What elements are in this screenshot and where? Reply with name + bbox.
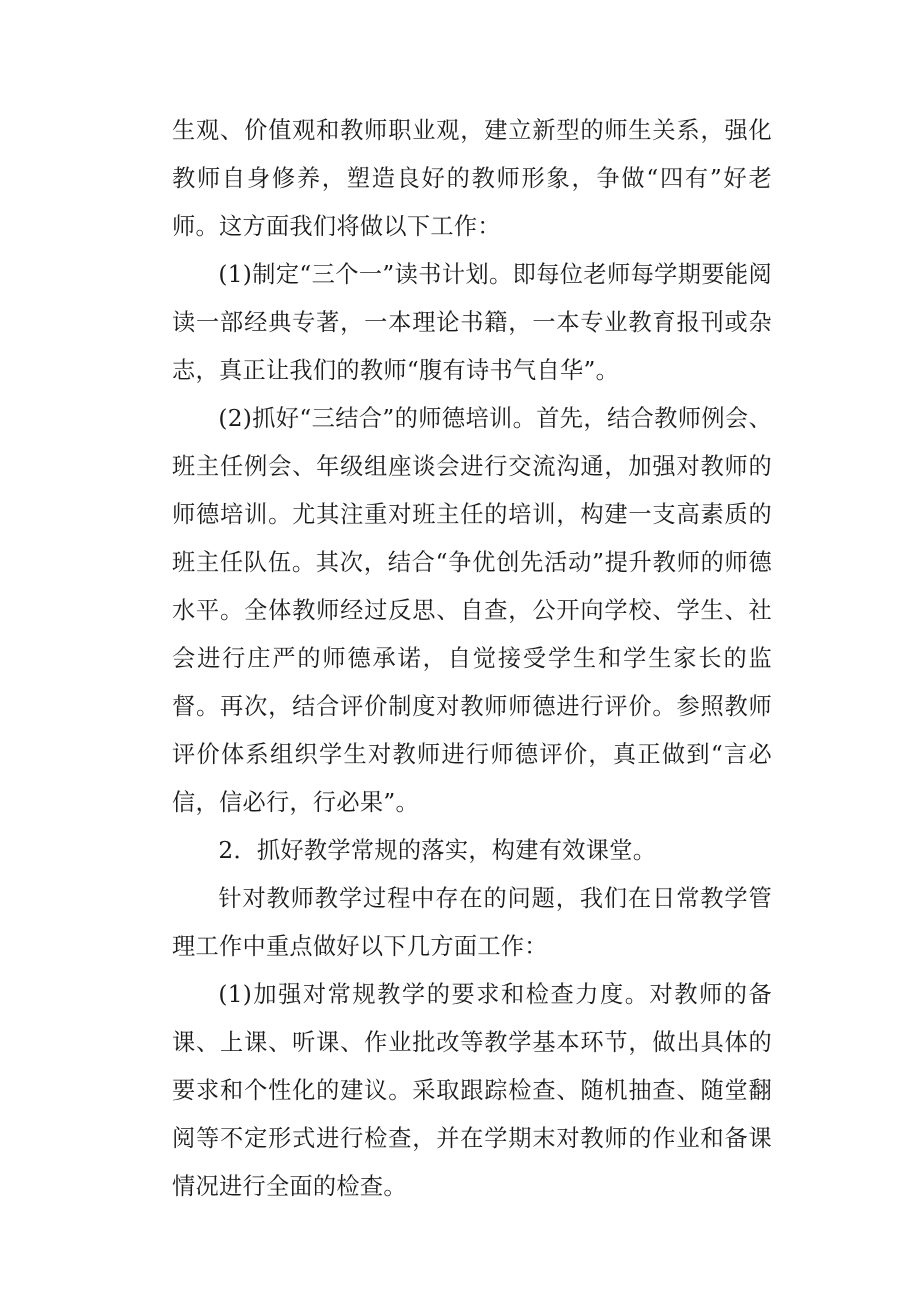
document-body <box>172 107 772 1211</box>
paragraph-teaching-problems: 针对教师教学过程中存在的问题，我们在日常教学管理工作中重点做好以下几方面工作： <box>172 885 772 960</box>
paragraph-ethics-training: (2)抓好“三结合”的师德培训。首先，结合教师例会、班主任例会、年级组座谈会进行交流沟通，加强对教师的师德培训。尤其注重对班主任的培训，构建一支高素质的班主任队伍。其次，结合“争优创先活动”提升教师的师德水平。全体教师经过反思、自查，公开向学校、学生、社会进行庄严的师德承诺，自觉接受学生和学生家长的监督。再次，结合评价制度对教师师德进行评价。参照教师评价体系组织学生对教师进行师德评价，真正做到“言必信，信必行，行必果”。 <box>172 405 772 816</box>
paragraph-continuation: 生观、价值观和教师职业观，建立新型的师生关系，强化教师自身修养，塑造良好的教师形象，争做“四有”好老师。这方面我们将做以下工作： <box>172 117 772 240</box>
paragraph-reading-plan: (1)制定“三个一”读书计划。即每位老师每学期要能阅读一部经典专著，一本理论书籍，一本专业教育报刊或杂志，真正让我们的教师“腹有诗书气自华”。 <box>172 261 772 384</box>
paragraph-routine-inspection: (1)加强对常规教学的要求和检查力度。对教师的备课、上课、听课、作业批改等教学基本环节，做出具体的要求和个性化的建议。采取跟踪检查、随机抽查、随堂翻阅等不定形式进行检查，并在学期末对教师的作业和备课情况进行全面的检查。 <box>172 981 772 1200</box>
section-heading-teaching-routine: 2．抓好教学常规的落实，构建有效课堂。 <box>218 837 657 864</box>
